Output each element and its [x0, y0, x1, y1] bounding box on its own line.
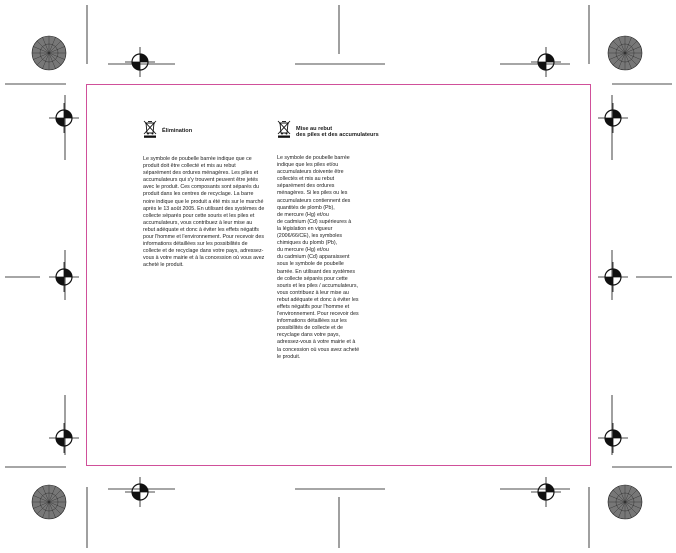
body-line: informations détaillées sur les — [277, 318, 347, 325]
elimination-title: Élimination — [162, 128, 193, 134]
body-line: adressez-vous à votre mairie et à — [277, 339, 356, 346]
body-line: du cadmium (Cd) apparaissent — [277, 254, 350, 261]
body-line: de cadmium (Cd) supérieures à — [277, 218, 352, 225]
body-line: accumulateurs contiennent des — [277, 197, 351, 204]
elimination-section — [143, 118, 265, 270]
body-line: le produit. — [277, 353, 301, 360]
body-line: chimiques du plomb (Pb), — [277, 240, 338, 247]
body-line: recyclage dans votre pays, — [277, 332, 341, 339]
body-line: rebut adéquate et donc à éviter les — [277, 296, 359, 303]
crossed-out-wheelie-bin-icon — [143, 120, 157, 138]
body-line: la concession où vous avez acheté — [277, 346, 360, 353]
body-line: du mercure (Hg) et/ou — [277, 247, 329, 254]
body-line: barrée. En utilisant des systèmes — [277, 268, 356, 275]
battery-disposal-body — [277, 155, 395, 361]
body-line: Le symbole de poubelle barrée — [277, 155, 350, 161]
body-line: de collecte séparés pour cette — [277, 275, 348, 282]
body-line: sous le symbole de poubelle — [277, 261, 344, 268]
body-line: souris et les piles / accumulateurs, — [277, 282, 358, 289]
body-line: effets négatifs pour l'homme et — [277, 303, 350, 310]
battery-title-line-2: des piles et des accumulateurs — [296, 132, 379, 139]
body-line: collectés et mis au rebut — [277, 176, 335, 183]
body-line: vous contribuez à leur mise au — [277, 289, 349, 296]
body-line: (2006/66/CE), les symboles — [277, 233, 343, 240]
battery-disposal-title — [296, 126, 379, 139]
body-line: possibilités de collecte et de — [277, 325, 343, 332]
body-line: quantités de plomb (Pb), — [277, 204, 335, 211]
body-line: l'environnement. Pour recevoir des — [277, 311, 359, 318]
body-line: de mercure (Hg) et/ou — [277, 211, 329, 218]
elimination-body: Le symbole de poubelle barrée indique que ce produit doit être collecté et mis au rebut séparément des ordures ménagères. Les piles et accumulateurs qui s'y trouvent peuvent être jetés avec le produit. Ces composants sont séparés du produit dans les centres de recyclage. La barre noire indique que le produit a été mis sur le marché après le 13 août 2005. En utilisant des systèmes de collecte séparés pour cette souris et les piles et accumulateurs, vous contribuez à leur mise au rebut adéquate et donc à éviter les effets négatifs pour l'homme et l'environnement. Pour recevoir des informations détaillées sur les possibilités de collecte et de recyclage dans votre pays, adressez-vous à votre mairie et à la concession où vous avez acheté le produit. — [143, 156, 265, 269]
battery-heading-row — [277, 118, 395, 150]
elimination-heading-row — [143, 118, 265, 150]
crossed-out-wheelie-bin-icon — [277, 120, 291, 138]
battery-disposal-section — [277, 118, 395, 361]
body-line: accumulateurs doivente être — [277, 169, 344, 176]
battery-title-line-1: Mise au rebut — [296, 126, 333, 132]
body-line: indique que les piles et/ou — [277, 162, 339, 169]
body-line: la législation en vigueur — [277, 225, 333, 232]
body-line: ménagères. Si les piles ou les — [277, 190, 348, 197]
body-line: séparément des ordures — [277, 183, 335, 190]
